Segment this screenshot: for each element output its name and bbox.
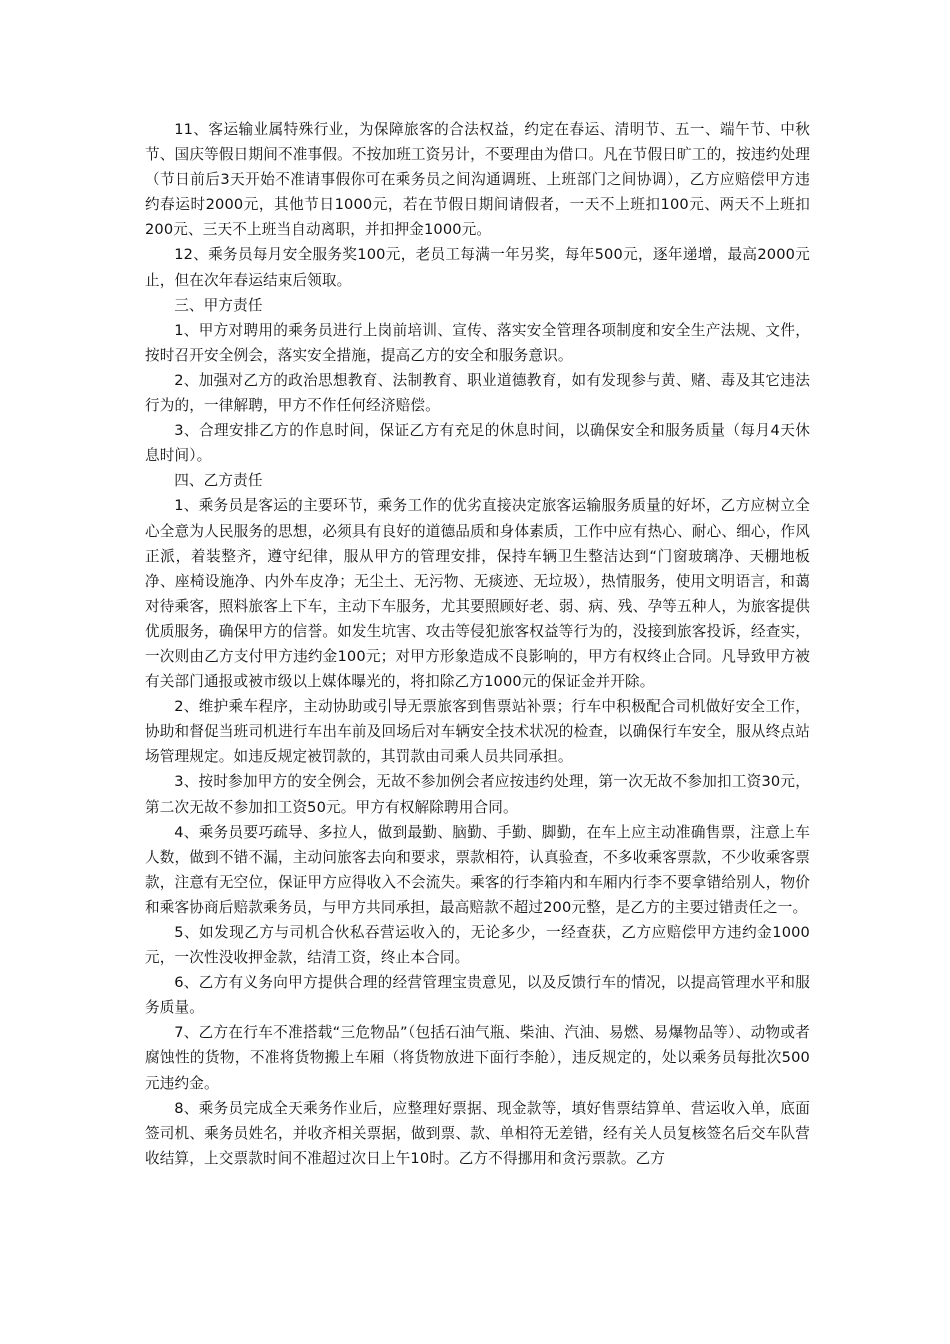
document-body [145,117,810,1171]
party-b-clause-7: 7、乙方在行车不准搭载“三危物品”（包括石油气瓶、柴油、汽油、易燃、易爆物品等）、动物或者腐蚀性的货物，不准将货物搬上车厢（将货物放进下面行李舱），违反规定的，处以乘务员每批次500元违约金。 [145,1024,810,1092]
party-b-clause-4: 4、乘务员要巧疏导、多拉人，做到最勤、脑勤、手勤、脚勤，在车上应主动准确售票，注意上车人数，做到不错不漏，主动问旅客去向和要求，票款相符，认真验查，不多收乘客票款，不少收乘客票款，注意有无空位，保证甲方应得收入不会流失。乘客的行李箱内和车厢内行李不要拿错给别人，物价和乘客协商后赔款乘务员，与甲方共同承担，最高赔款不超过200元整，是乙方的主要过错责任之一。 [145,823,810,916]
party-a-clause-2: 2、加强对乙方的政治思想教育、法制教育、职业道德教育，如有发现参与黄、赌、毒及其它违法行为的，一律解聘，甲方不作任何经济赔偿。 [145,371,810,415]
party-b-clause-6: 6、乙方有义务向甲方提供合理的经营管理宝贵意见，以及反馈行车的情况，以提高管理水平和服务质量。 [145,974,810,1017]
party-b-clause-2: 2、维护乘车程序，主动协助或引导无票旅客到售票站补票；行车中积极配合司机做好安全工作，协助和督促当班司机进行车出车前及回场后对车辆安全技术状况的检查，以确保行车安全，服从终点站场管理规定。如违反规定被罚款的，其罚款由司乘人员共同承担。 [145,698,810,766]
clause-11-holiday-leave: 11、客运输业属特殊行业，为保障旅客的合法权益，约定在春运、清明节、五一、端午节、中秋节、国庆等假日期间不准事假。不按加班工资另计，不要理由为借口。凡在节假日旷工的，按违约处理（节日前后3天开始不准请事假你可在乘务员之间沟通调班、上班部门之间协调），乙方应赔偿甲方违约春运时2000元，其他节日1000元，若在节假日期间请假者，一天不上班扣100元、两天不上班扣200元、三天不上班当自动离职，并扣押金1000元。 [145,121,810,239]
section-heading-party-b-duties: 四、乙方责任 [174,472,263,490]
clause-12-safety-bonus: 12、乘务员每月安全服务奖100元，老员工每满一年另奖，每年500元，逐年递增，最高2000元止，但在次年春运结束后领取。 [145,246,810,289]
party-a-clause-3: 3、合理安排乙方的作息时间，保证乙方有充足的休息时间，以确保安全和服务质量（每月4天休息时间）。 [145,422,810,465]
party-a-clause-1: 1、甲方对聘用的乘务员进行上岗前培训、宣传、落实安全管理各项制度和安全生产法规、文件，按时召开安全例会，落实安全措施，提高乙方的安全和服务意识。 [145,321,810,364]
party-b-clause-3: 3、按时参加甲方的安全例会，无故不参加例会者应按违约处理，第一次无故不参加扣工资30元，第二次无故不参加扣工资50元。甲方有权解除聘用合同。 [145,773,810,816]
section-heading-party-a-duties: 三、甲方责任 [174,296,263,314]
party-b-clause-5: 5、如发现乙方与司机合伙私吞营运收入的，无论多少，一经查获，乙方应赔偿甲方违约金1000元，一次性没收押金款，结清工资，终止本合同。 [145,924,810,967]
party-b-clause-8: 8、乘务员完成全天乘务作业后，应整理好票据、现金款等，填好售票结算单、营运收入单，底面签司机、乘务员姓名，并收齐相关票据，做到票、款、单相符无差错，经有关人员复核签名后交车队营收结算，上交票款时间不准超过次日上午10时。乙方不得挪用和贪污票款。乙方 [145,1099,810,1167]
party-b-clause-1: 1、乘务员是客运的主要环节，乘务工作的优劣直接决定旅客运输服务质量的好坏，乙方应树立全心全意为人民服务的思想，必须具有良好的道德品质和身体素质，工作中应有热心、耐心、细心，作风正派，着装整齐，遵守纪律，服从甲方的管理安排，保持车辆卫生整洁达到“门窗玻璃净、天棚地板净、座椅设施净、内外车皮净；无尘土、无污物、无痰迹、无垃圾），热情服务，使用文明语言，和蔼对待乘客，照料旅客上下车，主动下车服务，尤其要照顾好老、弱、病、残、孕等五种人，为旅客提供优质服务，确保甲方的信誉。如发生坑害、攻击等侵犯旅客权益等行为的，没接到旅客投诉，经查实，一次则由乙方支付甲方违约金100元；对甲方形象造成不良影响的，甲方有权终止合同。凡导致甲方被有关部门通报或被市级以上媒体曝光的，将扣除乙方1000元的保证金并开除。 [145,497,810,691]
